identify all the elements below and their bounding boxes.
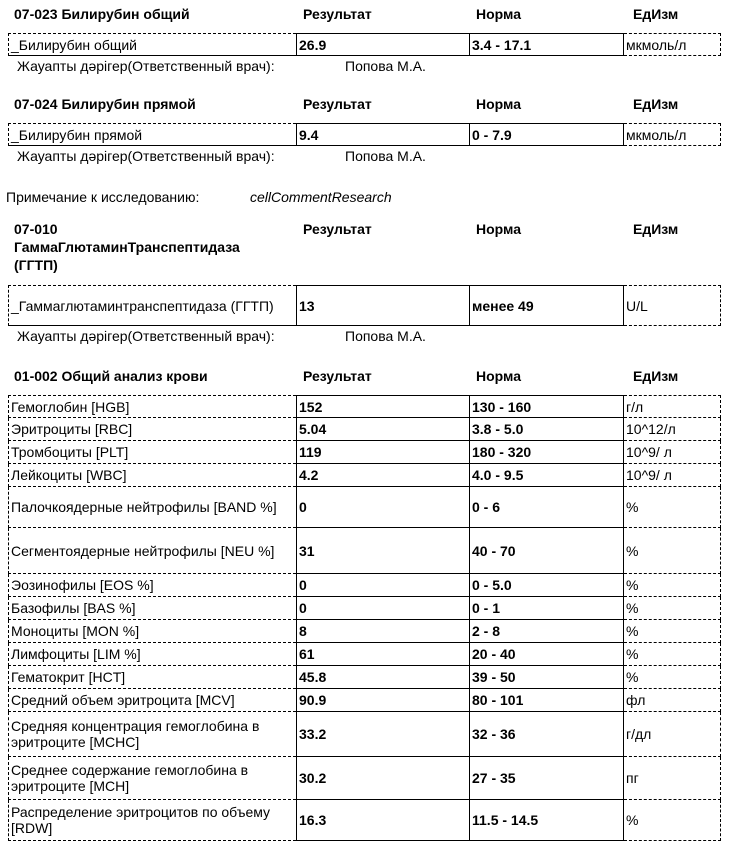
unit-cell: % xyxy=(624,574,721,597)
doctor-name: Попова М.А. xyxy=(345,148,426,164)
table-row xyxy=(8,123,721,146)
norm-cell: 80 - 101 xyxy=(470,689,624,712)
result-cell: 0 xyxy=(296,574,470,597)
result-cell: 61 xyxy=(296,643,470,666)
result-cell: 0 xyxy=(296,487,470,528)
doctor-label: Жауапты дәрігер(Ответственный врач): xyxy=(17,148,275,164)
norm-cell: 0 - 5.0 xyxy=(470,574,624,597)
test-name-cell: Эритроциты [RBC] xyxy=(8,418,296,441)
unit-cell: г/дл xyxy=(624,712,721,757)
section-title-cbc: 01-002 Общий анализ крови xyxy=(14,368,208,384)
section-title-ggt-name: ГаммаГлютаминТранспептидаза xyxy=(14,239,240,255)
result-cell: 119 xyxy=(296,441,470,464)
table-row xyxy=(8,464,721,487)
section-title-bilirubin-total: 07-023 Билирубин общий xyxy=(14,6,190,22)
test-name-cell: Базофилы [BAS %] xyxy=(8,597,296,620)
header-norm: Норма xyxy=(476,96,521,112)
result-cell: 0 xyxy=(296,597,470,620)
header-norm: Норма xyxy=(476,368,521,384)
table-row xyxy=(8,689,721,712)
unit-cell: мкмоль/л xyxy=(624,123,721,146)
norm-cell: 39 - 50 xyxy=(470,666,624,689)
norm-cell: 27 - 35 xyxy=(470,757,624,800)
unit-cell: пг xyxy=(624,757,721,800)
unit-cell: % xyxy=(624,800,721,841)
test-name-cell: Эозинофилы [EOS %] xyxy=(8,574,296,597)
result-cell: 4.2 xyxy=(296,464,470,487)
unit-cell: % xyxy=(624,666,721,689)
test-name-cell: _Гаммаглютаминтранспептидаза (ГГТП) xyxy=(8,285,296,326)
result-cell: 9.4 xyxy=(296,123,470,146)
table-row xyxy=(8,757,721,800)
norm-cell: 40 - 70 xyxy=(470,528,624,574)
result-cell: 13 xyxy=(296,285,470,326)
unit-cell: 10^9/ л xyxy=(624,441,721,464)
unit-cell: % xyxy=(624,597,721,620)
unit-cell: % xyxy=(624,528,721,574)
result-cell: 31 xyxy=(296,528,470,574)
table-row xyxy=(8,285,721,326)
result-cell: 33.2 xyxy=(296,712,470,757)
doctor-label: Жауапты дәрігер(Ответственный врач): xyxy=(17,328,275,344)
unit-cell: мкмоль/л xyxy=(624,33,721,56)
norm-cell: 20 - 40 xyxy=(470,643,624,666)
unit-cell: 10^9/ л xyxy=(624,464,721,487)
test-name-cell: Моноциты [MON %] xyxy=(8,620,296,643)
test-name-cell: Гемоглобин [HGB] xyxy=(8,395,296,418)
norm-cell: 3.8 - 5.0 xyxy=(470,418,624,441)
result-cell: 30.2 xyxy=(296,757,470,800)
unit-cell: U/L xyxy=(624,285,721,326)
norm-cell: 0 - 7.9 xyxy=(470,123,624,146)
table-row xyxy=(8,487,721,528)
test-name-cell: Средняя концентрация гемоглобина в эритроците [MCHC] xyxy=(8,712,296,757)
header-unit: ЕдИзм xyxy=(633,96,679,112)
research-note-label: Примечание к исследованию: xyxy=(6,189,200,205)
header-result: Результат xyxy=(303,221,372,237)
norm-cell: 3.4 - 17.1 xyxy=(470,33,624,56)
unit-cell: % xyxy=(624,487,721,528)
test-name-cell: Лимфоциты [LIM %] xyxy=(8,643,296,666)
test-name-cell: Гематокрит [HCT] xyxy=(8,666,296,689)
test-name-cell: _Билирубин прямой xyxy=(8,123,296,146)
header-result: Результат xyxy=(303,96,372,112)
unit-cell: фл xyxy=(624,689,721,712)
header-unit: ЕдИзм xyxy=(633,6,679,22)
result-cell: 90.9 xyxy=(296,689,470,712)
research-note-value: cellCommentResearch xyxy=(250,189,392,205)
test-name-cell: Средний объем эритроцита [MCV] xyxy=(8,689,296,712)
unit-cell: % xyxy=(624,620,721,643)
result-cell: 5.04 xyxy=(296,418,470,441)
table-row xyxy=(8,597,721,620)
test-name-cell: Тромбоциты [PLT] xyxy=(8,441,296,464)
table-row xyxy=(8,441,721,464)
header-norm: Норма xyxy=(476,6,521,22)
test-name-cell: Сегментоядерные нейтрофилы [NEU %] xyxy=(8,528,296,574)
doctor-label: Жауапты дәрігер(Ответственный врач): xyxy=(17,58,275,74)
norm-cell: 0 - 1 xyxy=(470,597,624,620)
header-result: Результат xyxy=(303,368,372,384)
result-cell: 8 xyxy=(296,620,470,643)
section-title-bilirubin-direct: 07-024 Билирубин прямой xyxy=(14,96,196,112)
table-row xyxy=(8,418,721,441)
norm-cell: 4.0 - 9.5 xyxy=(470,464,624,487)
norm-cell: 32 - 36 xyxy=(470,712,624,757)
norm-cell: 2 - 8 xyxy=(470,620,624,643)
table-row xyxy=(8,395,721,418)
table-row xyxy=(8,528,721,574)
table-row xyxy=(8,712,721,757)
unit-cell: % xyxy=(624,643,721,666)
header-unit: ЕдИзм xyxy=(633,221,679,237)
table-row xyxy=(8,643,721,666)
table-row xyxy=(8,574,721,597)
norm-cell: 11.5 - 14.5 xyxy=(470,800,624,841)
test-name-cell: Лейкоциты [WBC] xyxy=(8,464,296,487)
doctor-name: Попова М.А. xyxy=(345,58,426,74)
result-cell: 45.8 xyxy=(296,666,470,689)
section-title-ggt-code: 07-010 xyxy=(14,221,58,237)
norm-cell: менее 49 xyxy=(470,285,624,326)
header-result: Результат xyxy=(303,6,372,22)
header-norm: Норма xyxy=(476,221,521,237)
test-name-cell: Среднее содержание гемоглобина в эритроците [MCH] xyxy=(8,757,296,800)
header-unit: ЕдИзм xyxy=(633,368,679,384)
table-row xyxy=(8,620,721,643)
unit-cell: 10^12/л xyxy=(624,418,721,441)
test-name-cell: Палочкоядерные нейтрофилы [BAND %] xyxy=(8,487,296,528)
test-name-cell: _Билирубин общий xyxy=(8,33,296,56)
result-cell: 152 xyxy=(296,395,470,418)
table-row xyxy=(8,666,721,689)
norm-cell: 130 - 160 xyxy=(470,395,624,418)
doctor-name: Попова М.А. xyxy=(345,328,426,344)
result-cell: 16.3 xyxy=(296,800,470,841)
test-name-cell: Распределение эритроцитов по объему [RDW] xyxy=(8,800,296,841)
table-row xyxy=(8,800,721,841)
result-cell: 26.9 xyxy=(296,33,470,56)
norm-cell: 0 - 6 xyxy=(470,487,624,528)
section-title-ggt-abbr: (ГГТП) xyxy=(14,257,58,273)
norm-cell: 180 - 320 xyxy=(470,441,624,464)
table-row xyxy=(8,33,721,56)
unit-cell: г/л xyxy=(624,395,721,418)
